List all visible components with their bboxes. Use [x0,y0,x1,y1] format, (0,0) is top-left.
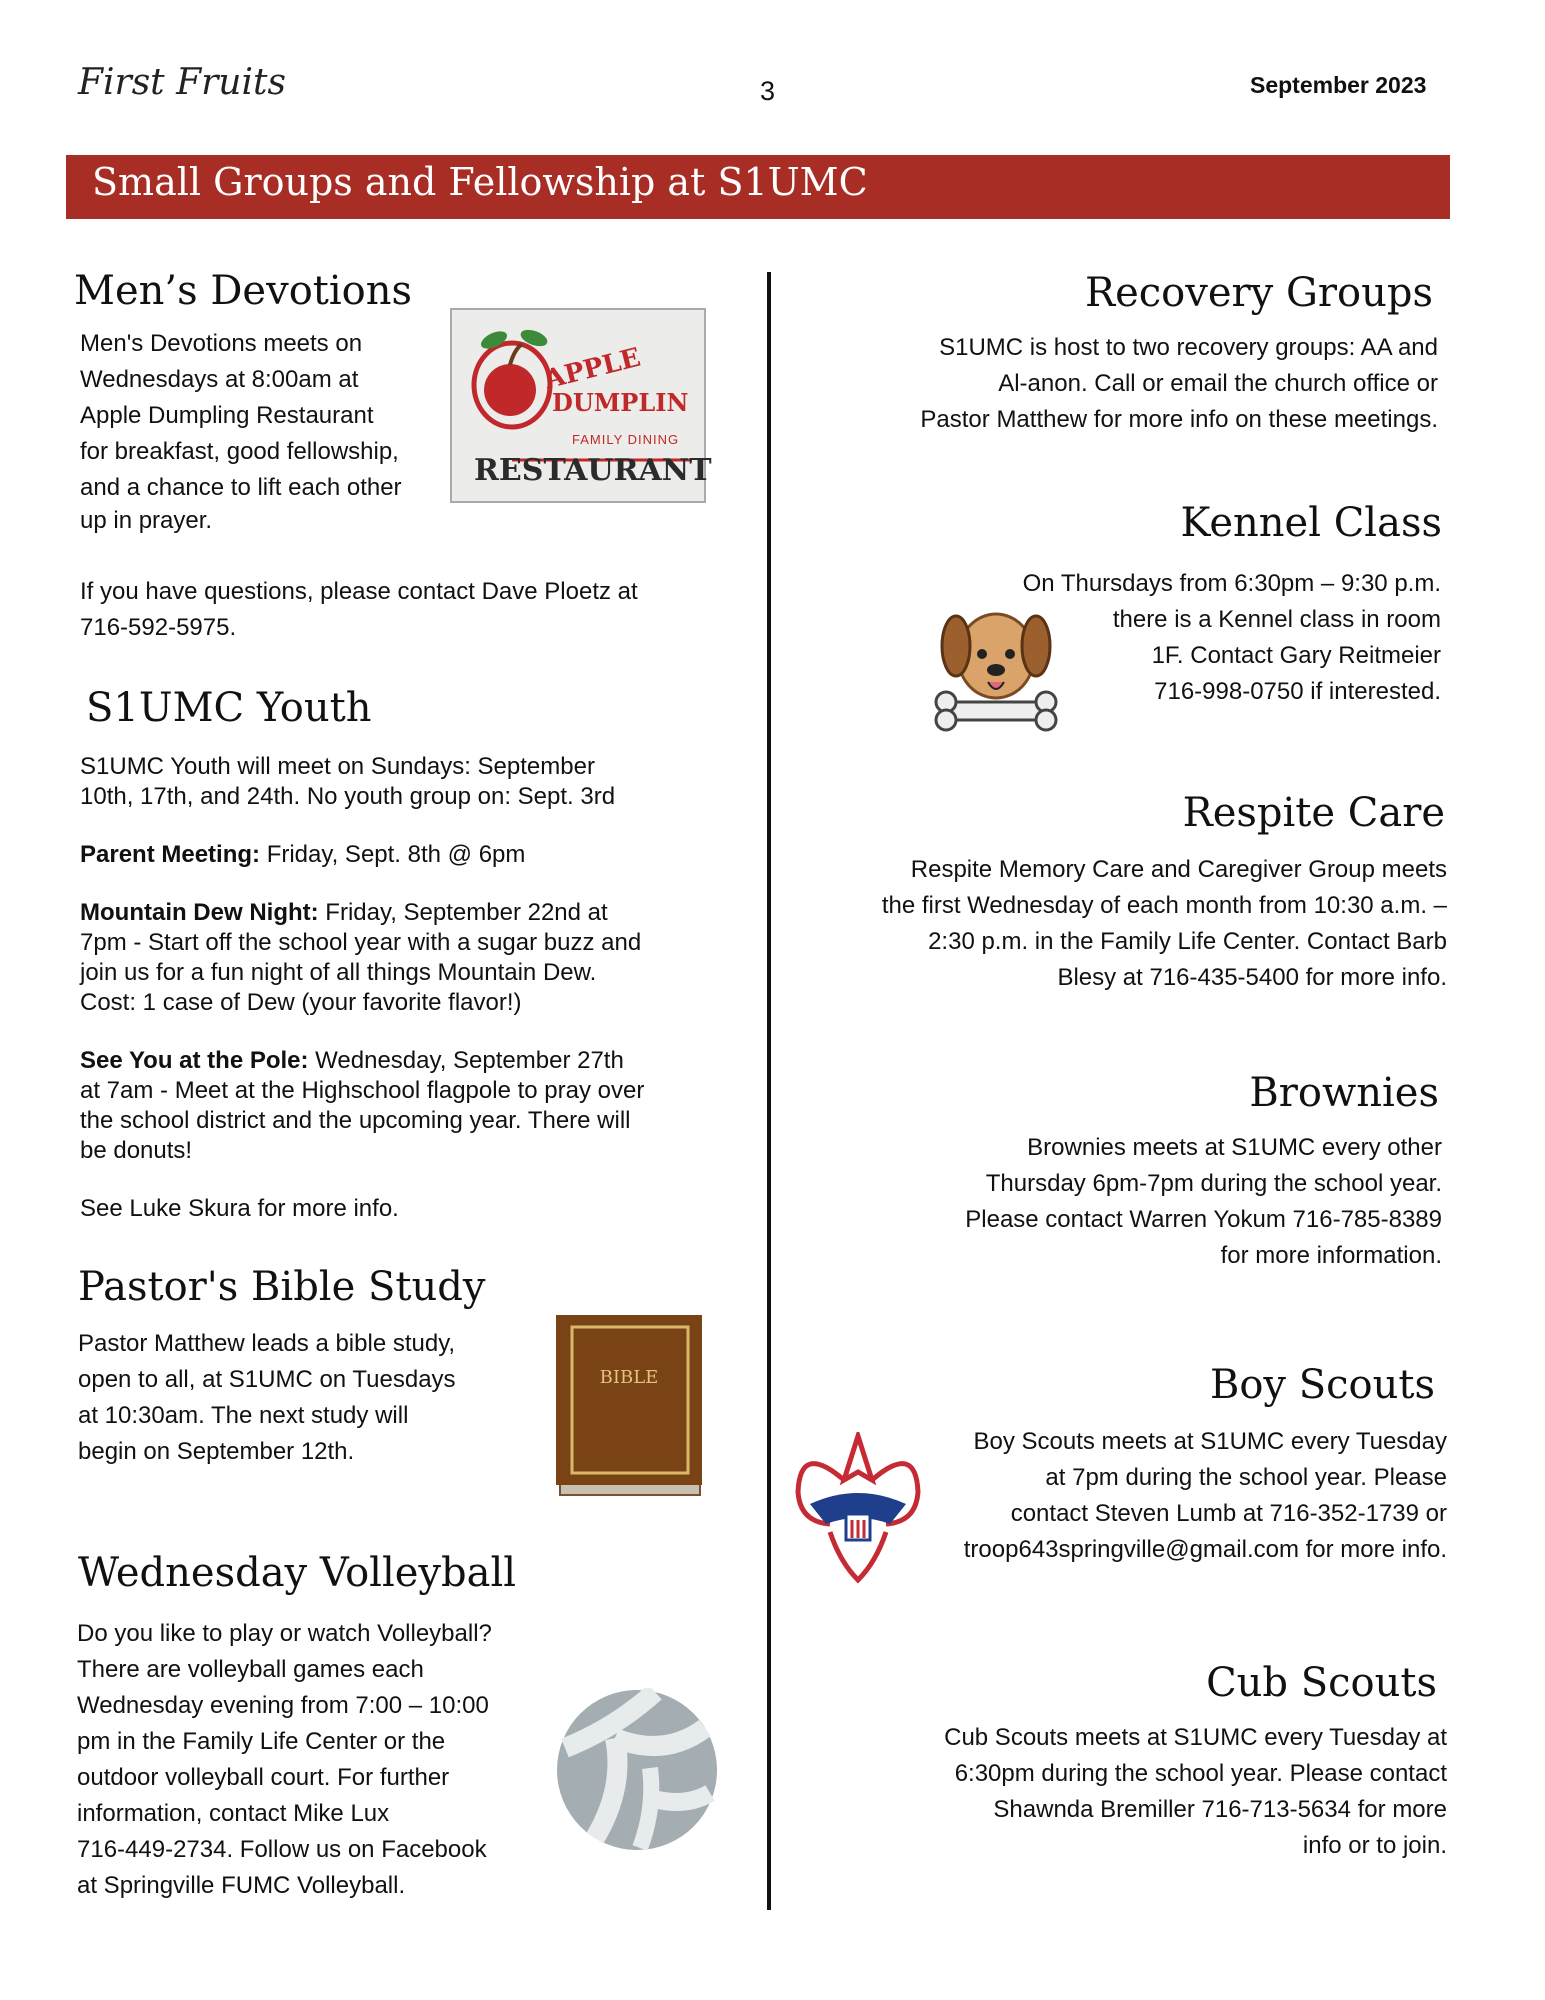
bible-study-line: begin on September 12th. [78,1438,355,1465]
bible-study-line: Pastor Matthew leads a bible study, [78,1330,456,1357]
kennel-line: there is a Kennel class in room [1112,606,1441,633]
volleyball-line: There are volleyball games each [77,1656,424,1683]
mens-devotions-heading: Men’s Devotions [74,268,413,314]
cub-scouts-heading: Cub Scouts [1206,1660,1437,1706]
volleyball-line: Do you like to play or watch Volleyball? [77,1620,492,1647]
dew-night-line: 7pm - Start off the school year with a sugar buzz and [80,929,642,956]
logo-word-apple: APPLE [541,342,644,396]
parent-meeting-label: Parent Meeting: [80,841,261,868]
volleyball-line: at Springville FUMC Volleyball. [77,1872,406,1899]
mens-devotions-line: Apple Dumpling Restaurant [80,402,374,429]
youth-intro-line: 10th, 17th, and 24th. No youth group on: Sept. 3rd [80,783,616,810]
youth-heading: S1UMC Youth [86,685,372,731]
pole-line: the school district and the upcoming year. There will [80,1107,631,1134]
pole-line: at 7am - Meet at the Highschool flagpole to pray over [80,1077,645,1104]
parent-meeting [80,840,760,870]
brownies-body [822,1130,1442,1274]
mens-devotions-contact-line: 716-592-5975. [80,614,237,641]
brownies-line: Thursday 6pm-7pm during the school year. [985,1170,1442,1197]
youth-contact: See Luke Skura for more info. [80,1195,399,1222]
respite-line: 2:30 p.m. in the Family Life Center. Contact Barb [928,928,1447,955]
volleyball-line: information, contact Mike Lux [77,1800,390,1827]
dog-with-bone-icon [932,604,1060,734]
volleyball-line: 716-449-2734. Follow us on Facebook [77,1836,487,1863]
apple-dumplin-logo [450,308,712,503]
mens-devotions-line: up in prayer. [80,507,213,534]
volleyball-line: pm in the Family Life Center or the [77,1728,446,1755]
issue-date: September 2023 [1250,72,1427,98]
brownies-line: Brownies meets at S1UMC every other [1027,1134,1442,1161]
see-you-at-pole [80,1046,760,1076]
parent-meeting-text: Friday, Sept. 8th @ 6pm [260,841,526,868]
logo-word-restaurant: RESTAURANT [474,453,712,488]
kennel-line: 716-998-0750 if interested. [1154,678,1441,705]
dew-night-line: join us for a fun night of all things Mountain Dew. [80,959,597,986]
cub-scouts-line: Shawnda Bremiller 716-713-5634 for more [993,1796,1447,1823]
recovery-line: Pastor Matthew for more info on these meetings. [920,406,1438,433]
logo-word-dumplin: DUMPLIN [552,388,689,417]
bible-study-line: open to all, at S1UMC on Tuesdays [78,1366,456,1393]
recovery-line: S1UMC is host to two recovery groups: AA and [939,334,1438,361]
recovery-line: Al-anon. Call or email the church office or [998,370,1438,397]
boy-scouts-heading: Boy Scouts [1209,1362,1435,1408]
kennel-line: On Thursdays from 6:30pm – 9:30 p.m. [1022,570,1441,597]
pole-label: See You at the Pole: [80,1047,309,1074]
boy-scouts-line: contact Steven Lumb at 716-352-1739 or [1010,1500,1447,1527]
brownies-line: for more information. [1220,1242,1442,1269]
dew-night-label: Mountain Dew Night: [80,899,319,926]
bible-icon [556,1315,704,1499]
mens-devotions-line: Wednesdays at 8:00am at [80,366,359,393]
page-number: 3 [760,76,776,106]
recovery-heading: Recovery Groups [1084,270,1433,316]
dew-night-line: Cost: 1 case of Dew (your favorite flavor!) [80,989,522,1016]
boy-scouts-line: at 7pm during the school year. Please [1045,1464,1447,1491]
volleyball-body [77,1616,557,1904]
column-divider [767,272,771,1910]
mens-devotions-line: for breakfast, good fellowship, [80,438,399,465]
volleyball-line: Wednesday evening from 7:00 – 10:00 [77,1692,489,1719]
bible-label: BIBLE [599,1367,659,1388]
mens-devotions-line: and a chance to lift each other [80,474,402,501]
youth-intro-line: S1UMC Youth will meet on Sundays: September [80,753,595,780]
bible-study-body [78,1326,518,1470]
dew-night-text: Friday, September 22nd at [318,899,608,926]
boy-scouts-line: troop643springville@gmail.com for more info. [963,1536,1447,1563]
recovery-body [738,330,1438,438]
pole-line: be donuts! [80,1137,193,1164]
newsletter-brand: First Fruits [78,62,286,103]
respite-line: Blesy at 716-435-5400 for more info. [1057,964,1447,991]
respite-line: Respite Memory Care and Caregiver Group meets [910,856,1447,883]
cub-scouts-body [827,1720,1447,1864]
mens-devotions-line: Men's Devotions meets on [80,330,363,357]
logo-tagline: FAMILY DINING [572,432,680,447]
bible-study-line: at 10:30am. The next study will [78,1402,409,1429]
brownies-line: Please contact Warren Yokum 716-785-8389 [965,1206,1442,1233]
cub-scouts-line: 6:30pm during the school year. Please contact [954,1760,1447,1787]
pole-text: Wednesday, September 27th [308,1047,624,1074]
mens-devotions-contact [80,574,760,646]
cub-scouts-line: info or to join. [1302,1832,1447,1859]
mens-devotions-body [80,326,450,536]
volleyball-icon [555,1688,719,1852]
bible-study-heading: Pastor's Bible Study [78,1264,486,1310]
scouts-fleur-de-lis-icon [790,1432,926,1584]
banner-title: Small Groups and Fellowship at S1UMC [92,160,868,204]
cub-scouts-line: Cub Scouts meets at S1UMC every Tuesday at [944,1724,1447,1751]
mens-devotions-contact-line: If you have questions, please contact Dave Ploetz at [80,578,638,605]
respite-body [727,852,1447,996]
dew-night [80,898,760,928]
respite-line: the first Wednesday of each month from 10:30 a.m. – [881,892,1447,919]
kennel-heading: Kennel Class [1180,500,1442,546]
youth-body [80,752,760,1224]
volleyball-line: outdoor volleyball court. For further [77,1764,450,1791]
kennel-line: 1F. Contact Gary Reitmeier [1151,642,1441,669]
volleyball-heading: Wednesday Volleyball [78,1550,517,1596]
brownies-heading: Brownies [1249,1070,1439,1116]
boy-scouts-line: Boy Scouts meets at S1UMC every Tuesday [973,1428,1447,1455]
respite-heading: Respite Care [1182,790,1445,836]
